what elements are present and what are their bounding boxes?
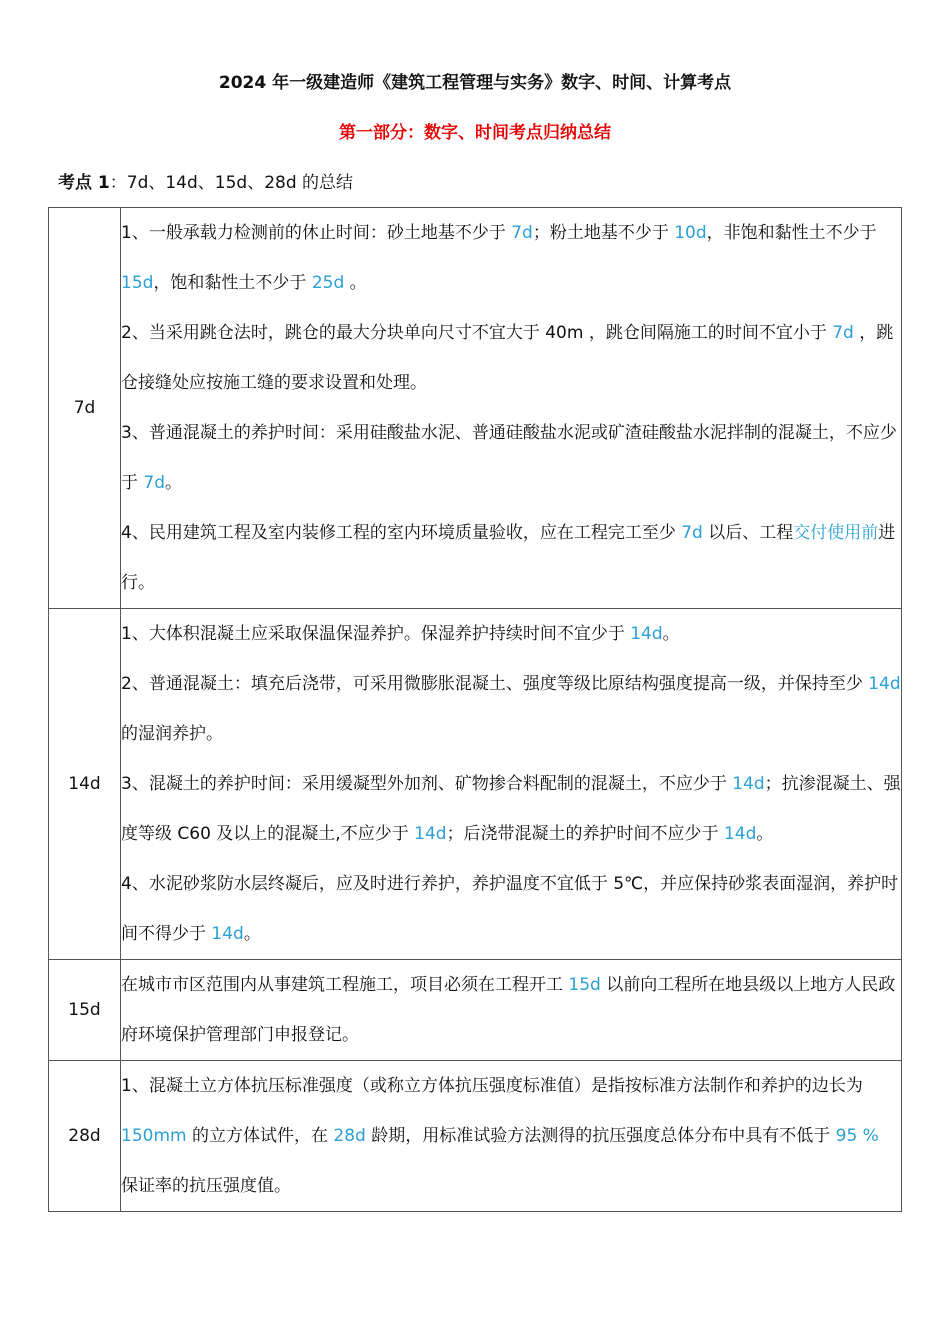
highlight-value: 14d xyxy=(732,774,765,794)
highlight-value: 10d xyxy=(674,223,707,243)
highlight-value: 交付使用前 xyxy=(793,523,879,543)
highlight-value: 7d xyxy=(832,323,854,343)
content-item: 2、当采用跳仓法时，跳仓的最大分块单向尺寸不宜大于 40m ，跳仓间隔施工的时间不宜小于 7d ，跳仓接缝处应按施工缝的要求设置和处理。 xyxy=(121,323,894,393)
section-subtitle: 第一部分：数字、时间考点归纳总结 xyxy=(339,123,611,143)
kaodian-text: ：7d、14d、15d、28d 的总结 xyxy=(109,173,354,193)
content-item: 1、一般承载力检测前的休止时间：砂土地基不少于 7d；粉土地基不少于 10d，非饱和黏性土不少于 15d，饱和黏性土不少于 25d 。 xyxy=(121,223,877,293)
row-content xyxy=(121,609,902,960)
page-title: 2024 年一级建造师《建筑工程管理与实务》数字、时间、计算考点 xyxy=(218,73,732,93)
highlight-value: 15d xyxy=(568,975,601,995)
content-item: 在城市市区范围内从事建筑工程施工，项目必须在工程开工 15d 以前向工程所在地县级以上地方人民政府环境保护管理部门申报登记。 xyxy=(121,975,896,1045)
summary-table xyxy=(48,207,902,1212)
kaodian-label: 考点 1 xyxy=(58,173,110,193)
highlight-value: 95 % xyxy=(835,1126,879,1146)
content-item: 1、大体积混凝土应采取保温保湿养护。保湿养护持续时间不宜少于 14d。 xyxy=(121,624,680,644)
highlight-value: 7d xyxy=(143,473,166,493)
content-item: 2、普通混凝土：填充后浇带，可采用微膨胀混凝土、强度等级比原结构强度提高一级，并保持至少 14d 的湿润养护。 xyxy=(121,674,901,744)
highlight-value: 14d xyxy=(414,824,447,844)
row-content xyxy=(121,1061,902,1212)
highlight-value: 14d xyxy=(723,824,757,844)
highlight-value: 7d xyxy=(681,523,703,543)
table-row xyxy=(49,960,902,1061)
highlight-value: 150mm xyxy=(121,1126,187,1146)
content-item: 1、混凝土立方体抗压标准强度（或称立方体抗压强度标准值）是指按标准方法制作和养护的边长为 150mm 的立方体试件，在 28d 龄期，用标准试验方法测得的抗压强度总体分布中具有不低于 95 % 保证率的抗压强度值。 xyxy=(121,1076,879,1196)
row-label: 15d xyxy=(49,960,121,1061)
highlight-value: 15d xyxy=(121,273,154,293)
highlight-value: 14d xyxy=(630,624,663,644)
content-item: 4、水泥砂浆防水层终凝后，应及时进行养护，养护温度不宜低于 5℃，并应保持砂浆表面湿润，养护时间不得少于 14d。 xyxy=(121,874,899,944)
highlight-value: 14d xyxy=(211,924,244,944)
table-row xyxy=(49,1061,902,1212)
row-label: 28d xyxy=(49,1061,121,1212)
content-item: 4、民用建筑工程及室内装修工程的室内环境质量验收，应在工程完工至少 7d 以后、工程交付使用前进行。 xyxy=(121,523,896,593)
row-label: 14d xyxy=(49,609,121,960)
highlight-value: 14d xyxy=(868,674,901,694)
table-row xyxy=(49,609,902,960)
row-content xyxy=(121,960,902,1061)
row-content xyxy=(121,208,902,609)
table-row xyxy=(49,208,902,609)
highlight-value: 25d xyxy=(311,273,345,293)
content-item: 3、混凝土的养护时间：采用缓凝型外加剂、矿物掺合料配制的混凝土，不应少于 14d；抗渗混凝土、强度等级 C60 及以上的混凝土,不应少于 14d；后浇带混凝土的养护时间不应少于 14d。 xyxy=(121,774,901,844)
kaodian-heading xyxy=(58,170,353,196)
row-label: 7d xyxy=(49,208,121,609)
highlight-value: 7d xyxy=(511,223,533,243)
content-item: 3、普通混凝土的养护时间：采用硅酸盐水泥、普通硅酸盐水泥或矿渣硅酸盐水泥拌制的混凝土，不应少于 7d。 xyxy=(121,423,897,493)
highlight-value: 28d xyxy=(333,1126,366,1146)
